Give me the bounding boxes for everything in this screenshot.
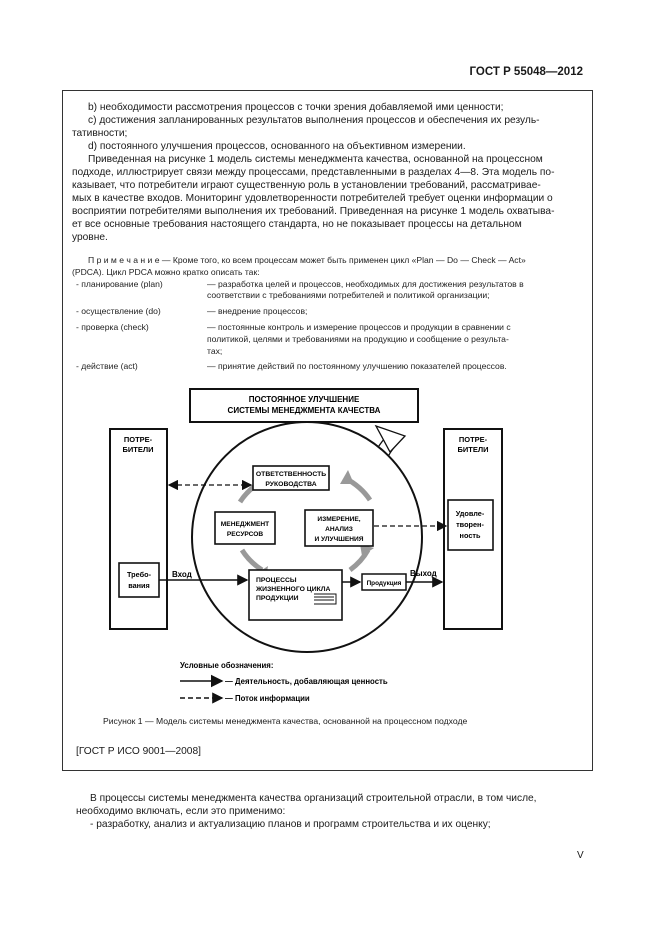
svg-text:ПРОДУКЦИИ: ПРОДУКЦИИ xyxy=(256,595,299,602)
note-desc: — разработка целей и процессов, необходимых для достижения результатов в xyxy=(207,279,524,289)
body-line: В процессы системы менеджмента качества организаций строительной отрасли, в том числе, xyxy=(90,793,537,804)
paragraph-line: Приведенная на рисунке 1 модель системы менеджмента качества, основанной на процессном xyxy=(88,154,543,165)
note-desc: — постоянные контроль и измерение процессов и продукции в сравнении с xyxy=(207,322,511,332)
svg-text:Вход: Вход xyxy=(172,570,192,579)
svg-text:вания: вания xyxy=(128,581,150,590)
svg-text:ность: ность xyxy=(459,531,481,540)
note-term: - осуществление (do) xyxy=(76,306,161,316)
svg-text:творен-: творен- xyxy=(456,520,484,529)
qms-model-diagram xyxy=(0,380,661,720)
paragraph-line: казывает, что потребители играют существенную роль в установлении требований, рассматривае- xyxy=(72,180,541,191)
standard-number: ГОСТ Р 55048—2012 xyxy=(469,66,583,78)
note-line: (PDCA). Цикл PDCA можно кратко описать так: xyxy=(72,267,260,277)
paragraph-line: мых в качестве входов. Мониторинг удовлетворенности потребителей требует оценки информации о xyxy=(72,193,553,204)
figure-caption: Рисунок 1 — Модель системы менеджмента качества, основанной на процессном подходе xyxy=(103,716,468,726)
note-desc: — принятие действий по постоянному улучшению показателей процессов. xyxy=(207,361,507,371)
note-desc: соответствии с требованиями потребителей и политикой организации; xyxy=(207,290,490,300)
list-item-b: b) необходимости рассмотрения процессов с точки зрения добавляемой ими ценности; xyxy=(88,102,504,113)
svg-text:ОТВЕТСТВЕННОСТЬ: ОТВЕТСТВЕННОСТЬ xyxy=(255,471,327,478)
improvement-title-2: СИСТЕМЫ МЕНЕДЖМЕНТА КАЧЕСТВА xyxy=(227,406,381,415)
paragraph-line: ет все основные требования настоящего стандарта, но не показывает процессы на детальном xyxy=(72,219,522,230)
note-line: П р и м е ч а н и е — Кроме того, ко всем процессам может быть применен цикл «Plan — Do — Check — Act» xyxy=(88,255,526,265)
page-number: V xyxy=(577,850,584,861)
svg-text:— Поток информации: — Поток информации xyxy=(225,694,310,703)
consumers-left-box xyxy=(110,429,167,629)
svg-text:И УЛУЧШЕНИЯ: И УЛУЧШЕНИЯ xyxy=(314,536,364,543)
svg-text:ИЗМЕРЕНИЕ,: ИЗМЕРЕНИЕ, xyxy=(317,516,361,523)
note-term: - действие (act) xyxy=(76,361,138,371)
note-desc: — внедрение процессов; xyxy=(207,306,308,316)
svg-text:АНАЛИЗ: АНАЛИЗ xyxy=(325,526,353,533)
list-item-d: d) постоянного улучшения процессов, основанного на объективном измерении. xyxy=(88,141,466,152)
svg-text:Удовле-: Удовле- xyxy=(455,509,485,518)
legend-title: Условные обозначения: xyxy=(180,661,274,670)
body-line: - разработку, анализ и актуализацию планов и программ строительства и их оценку; xyxy=(90,819,491,830)
improvement-title-1: ПОСТОЯННОЕ УЛУЧШЕНИЕ xyxy=(248,395,360,404)
svg-text:Требо-: Требо- xyxy=(127,570,151,579)
paragraph-line: подходе, иллюстрирует связи между процессами, представленными в разделах 4—8. Эта модель по- xyxy=(72,167,555,178)
svg-text:Выход: Выход xyxy=(410,569,437,578)
note-desc: тах; xyxy=(207,346,223,356)
svg-text:БИТЕЛИ: БИТЕЛИ xyxy=(457,445,489,454)
note-desc: политикой, целями и требованиями на продукцию и сообщение о результа- xyxy=(207,334,509,344)
body-line: необходимо включать, если это применимо: xyxy=(76,806,286,817)
svg-text:ПРОЦЕССЫ: ПРОЦЕССЫ xyxy=(256,577,297,584)
note-term: - планирование (plan) xyxy=(76,279,163,289)
reference: [ГОСТ Р ИСО 9001—2008] xyxy=(76,746,201,757)
resource-management-box xyxy=(215,512,275,544)
svg-text:ЖИЗНЕННОГО ЦИКЛА: ЖИЗНЕННОГО ЦИКЛА xyxy=(256,586,331,593)
svg-text:Продукция: Продукция xyxy=(366,580,402,587)
paragraph-line: уровне. xyxy=(72,232,108,243)
svg-text:— Деятельность, добавляющая це: — Деятельность, добавляющая ценность xyxy=(225,677,388,686)
svg-text:РЕСУРСОВ: РЕСУРСОВ xyxy=(226,531,264,538)
svg-text:БИТЕЛИ: БИТЕЛИ xyxy=(122,445,154,454)
note-term: - проверка (check) xyxy=(76,322,149,332)
requirements-box xyxy=(119,563,159,597)
svg-text:МЕНЕДЖМЕНТ: МЕНЕДЖМЕНТ xyxy=(220,521,270,528)
list-item-c: c) достижения запланированных результатов выполнения процессов и обеспечения их резуль- xyxy=(88,115,540,126)
svg-text:РУКОВОДСТВА: РУКОВОДСТВА xyxy=(265,481,317,488)
svg-text:ПОТРЕ-: ПОТРЕ- xyxy=(123,435,153,444)
paragraph-line: восприятии потребителями выполнения их требований. Приведенная на рисунке 1 модель охватыва- xyxy=(72,206,555,217)
list-item-c-cont: тативности; xyxy=(72,128,128,139)
svg-text:ПОТРЕ-: ПОТРЕ- xyxy=(458,435,488,444)
